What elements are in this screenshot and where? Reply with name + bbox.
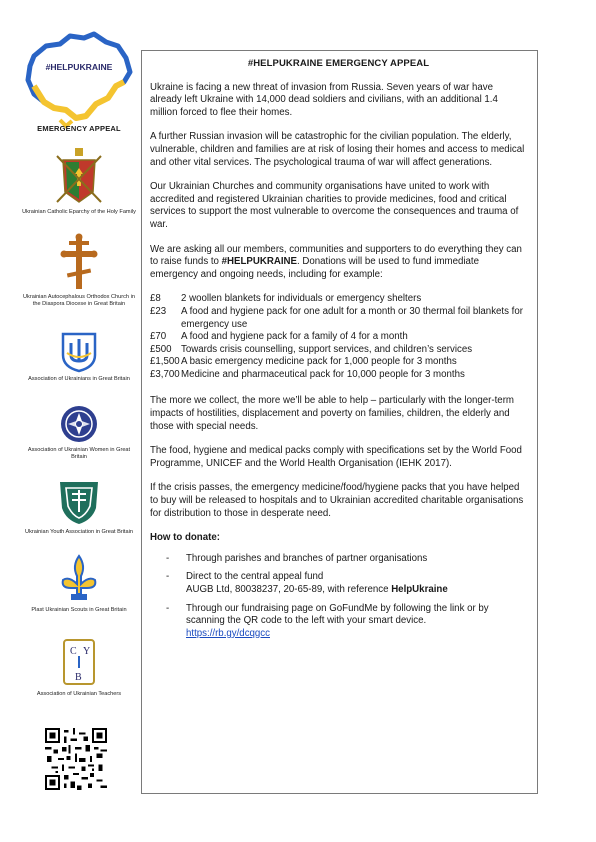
bank-details: AUGB Ltd, 80038237, 20-65-89, with reference bbox=[186, 584, 392, 595]
donation-amount: £3,700 bbox=[150, 368, 180, 380]
org-teachers bbox=[20, 638, 138, 698]
method-text bbox=[186, 571, 527, 596]
donation-item bbox=[150, 306, 527, 331]
request-text: We are asking all our members, communities and supporters to do everything they can to raise funds to bbox=[150, 243, 522, 268]
donation-amount: £70 bbox=[150, 331, 167, 343]
qr-code-icon[interactable] bbox=[45, 728, 107, 790]
bank-line-1: Direct to the central appeal fund bbox=[186, 571, 324, 583]
logo-caption: EMERGENCY APPEAL bbox=[37, 124, 121, 133]
paragraph-churches: Our Ukrainian Churches and community organisations have united to work with accredited and registered Ukrainian charities to provide medicines, food and critical services to support the most vulnerable to overcome the consequences and trauma of war. bbox=[150, 181, 519, 230]
org-label-women: Association of Ukrainian Women in Great Britain bbox=[27, 447, 131, 460]
ukraine-map-logo bbox=[20, 22, 138, 134]
org-orthodox-church bbox=[20, 233, 138, 308]
paragraph-crisis-passes: If the crisis passes, the emergency medicine/food/hygiene packs that you have helped to buy will be released to hospitals and to Ukrainian accredited charitable organisations for distribution to those in desperate need. bbox=[150, 482, 524, 519]
paragraph-invasion: A further Russian invasion will be catastrophic for the civilian population. The elderly, vulnerable, children and families are at risk of losing their homes and access to medical and other vital services. The psychological trauma of war will affect generations. bbox=[150, 131, 525, 168]
gofundme-text: Through our fundraising page on GoFundMe by following the link or by scanning the QR code to the left with your smart device. bbox=[186, 602, 489, 627]
emblem-letter-y: Y bbox=[83, 646, 91, 657]
donation-description: A food and hygiene pack for a family of 4 for a month bbox=[181, 331, 408, 343]
method-text: Through parishes and branches of partner organisations bbox=[186, 552, 428, 564]
donation-methods-list bbox=[150, 553, 527, 641]
request-hashtag: #HELPUKRAINE bbox=[221, 256, 297, 268]
donation-description: 2 woollen blankets for individuals or emergency shelters bbox=[181, 293, 422, 305]
org-label-teachers: Association of Ukrainian Teachers bbox=[36, 691, 122, 697]
teachers-emblem-icon bbox=[62, 638, 96, 688]
paragraph-request bbox=[150, 244, 527, 282]
orthodox-cross-icon bbox=[59, 233, 99, 291]
org-women bbox=[20, 404, 138, 461]
trident-shield-icon bbox=[60, 331, 98, 373]
org-augb bbox=[20, 331, 138, 383]
org-eparchy bbox=[20, 146, 138, 216]
donation-method-parishes bbox=[150, 553, 527, 566]
donation-item bbox=[150, 331, 527, 344]
appeal-title: #HELPUKRAINE EMERGENCY APPEAL bbox=[247, 58, 430, 69]
donation-method-bank bbox=[150, 571, 527, 596]
paragraph-threat: Ukraine is facing a new threat of invasion from Russia. Seven years of war have already left Ukraine with 14,000 dead soldiers and civilians, with an additional 1.4 million forced to flee their homes. bbox=[150, 81, 498, 118]
logo-badge-text: #HELPUKRAINE bbox=[45, 62, 113, 72]
gofundme-link[interactable]: https://rb.gy/dcqgcc bbox=[186, 627, 270, 639]
paragraph-impact: The more we collect, the more we’ll be able to help – particularly with the longer-term impacts of hostilities, displacement and poverty on families, children, the elderly and those with special needs. bbox=[150, 395, 514, 432]
how-to-donate-heading: How to donate: bbox=[150, 532, 220, 544]
bullet-dash: - bbox=[166, 602, 170, 614]
org-label-plast: Plast Ukrainian Scouts in Great Britain bbox=[31, 607, 127, 613]
donation-description: A basic emergency medicine pack for 1,000 people for 3 months bbox=[181, 356, 457, 368]
donation-method-gofundme bbox=[150, 603, 527, 641]
donation-amount: £1,500 bbox=[150, 356, 180, 368]
org-plast bbox=[20, 554, 138, 614]
donation-item bbox=[150, 293, 527, 306]
eparchy-crest-icon bbox=[51, 146, 107, 206]
bank-reference: HelpUkraine bbox=[391, 584, 448, 595]
donation-amount: £23 bbox=[150, 305, 167, 317]
donation-amount: £8 bbox=[150, 293, 161, 305]
org-label-youth: Ukrainian Youth Association in Great Britain bbox=[25, 529, 133, 535]
youth-emblem-icon bbox=[56, 476, 102, 526]
donation-description: A food and hygiene pack for one adult for a month or 30 thermal foil blankets for emergency use bbox=[181, 305, 523, 330]
ornament-medallion-icon bbox=[59, 404, 99, 444]
org-youth bbox=[20, 476, 138, 536]
donation-item bbox=[150, 344, 527, 357]
emblem-letter-b: B bbox=[75, 672, 82, 683]
donation-amount: £500 bbox=[150, 343, 172, 355]
donation-item bbox=[150, 369, 527, 382]
donation-item bbox=[150, 356, 527, 369]
appeal-panel bbox=[141, 50, 538, 794]
method-text bbox=[186, 603, 527, 641]
paragraph-specifications: The food, hygiene and medical packs comply with specifications set by the World Food Programme, UNICEF and the World Health Organisation (IEHK 2017). bbox=[150, 445, 522, 469]
bullet-dash: - bbox=[166, 571, 170, 583]
bullet-dash: - bbox=[166, 552, 170, 564]
org-label-eparchy: Ukrainian Catholic Eparchy of the Holy Family bbox=[22, 209, 136, 215]
request-text-end: . Donations will be used to fund immediate emergency and ongoing needs, including for example: bbox=[150, 256, 479, 280]
org-label-augb: Association of Ukrainians in Great Britain bbox=[28, 376, 130, 382]
fleur-de-lis-icon bbox=[59, 554, 99, 604]
donation-items-list bbox=[150, 293, 527, 381]
org-label-orthodox: Ukrainian Autocephalous Orthodox Church in the Diaspora Diocese in Great Britain bbox=[23, 294, 135, 307]
donation-description: Medicine and pharmaceutical pack for 10,000 people for 3 months bbox=[181, 368, 465, 380]
emblem-letter-c: C bbox=[70, 646, 77, 657]
donation-description: Towards crisis counselling, support services, and children’s services bbox=[181, 343, 473, 355]
